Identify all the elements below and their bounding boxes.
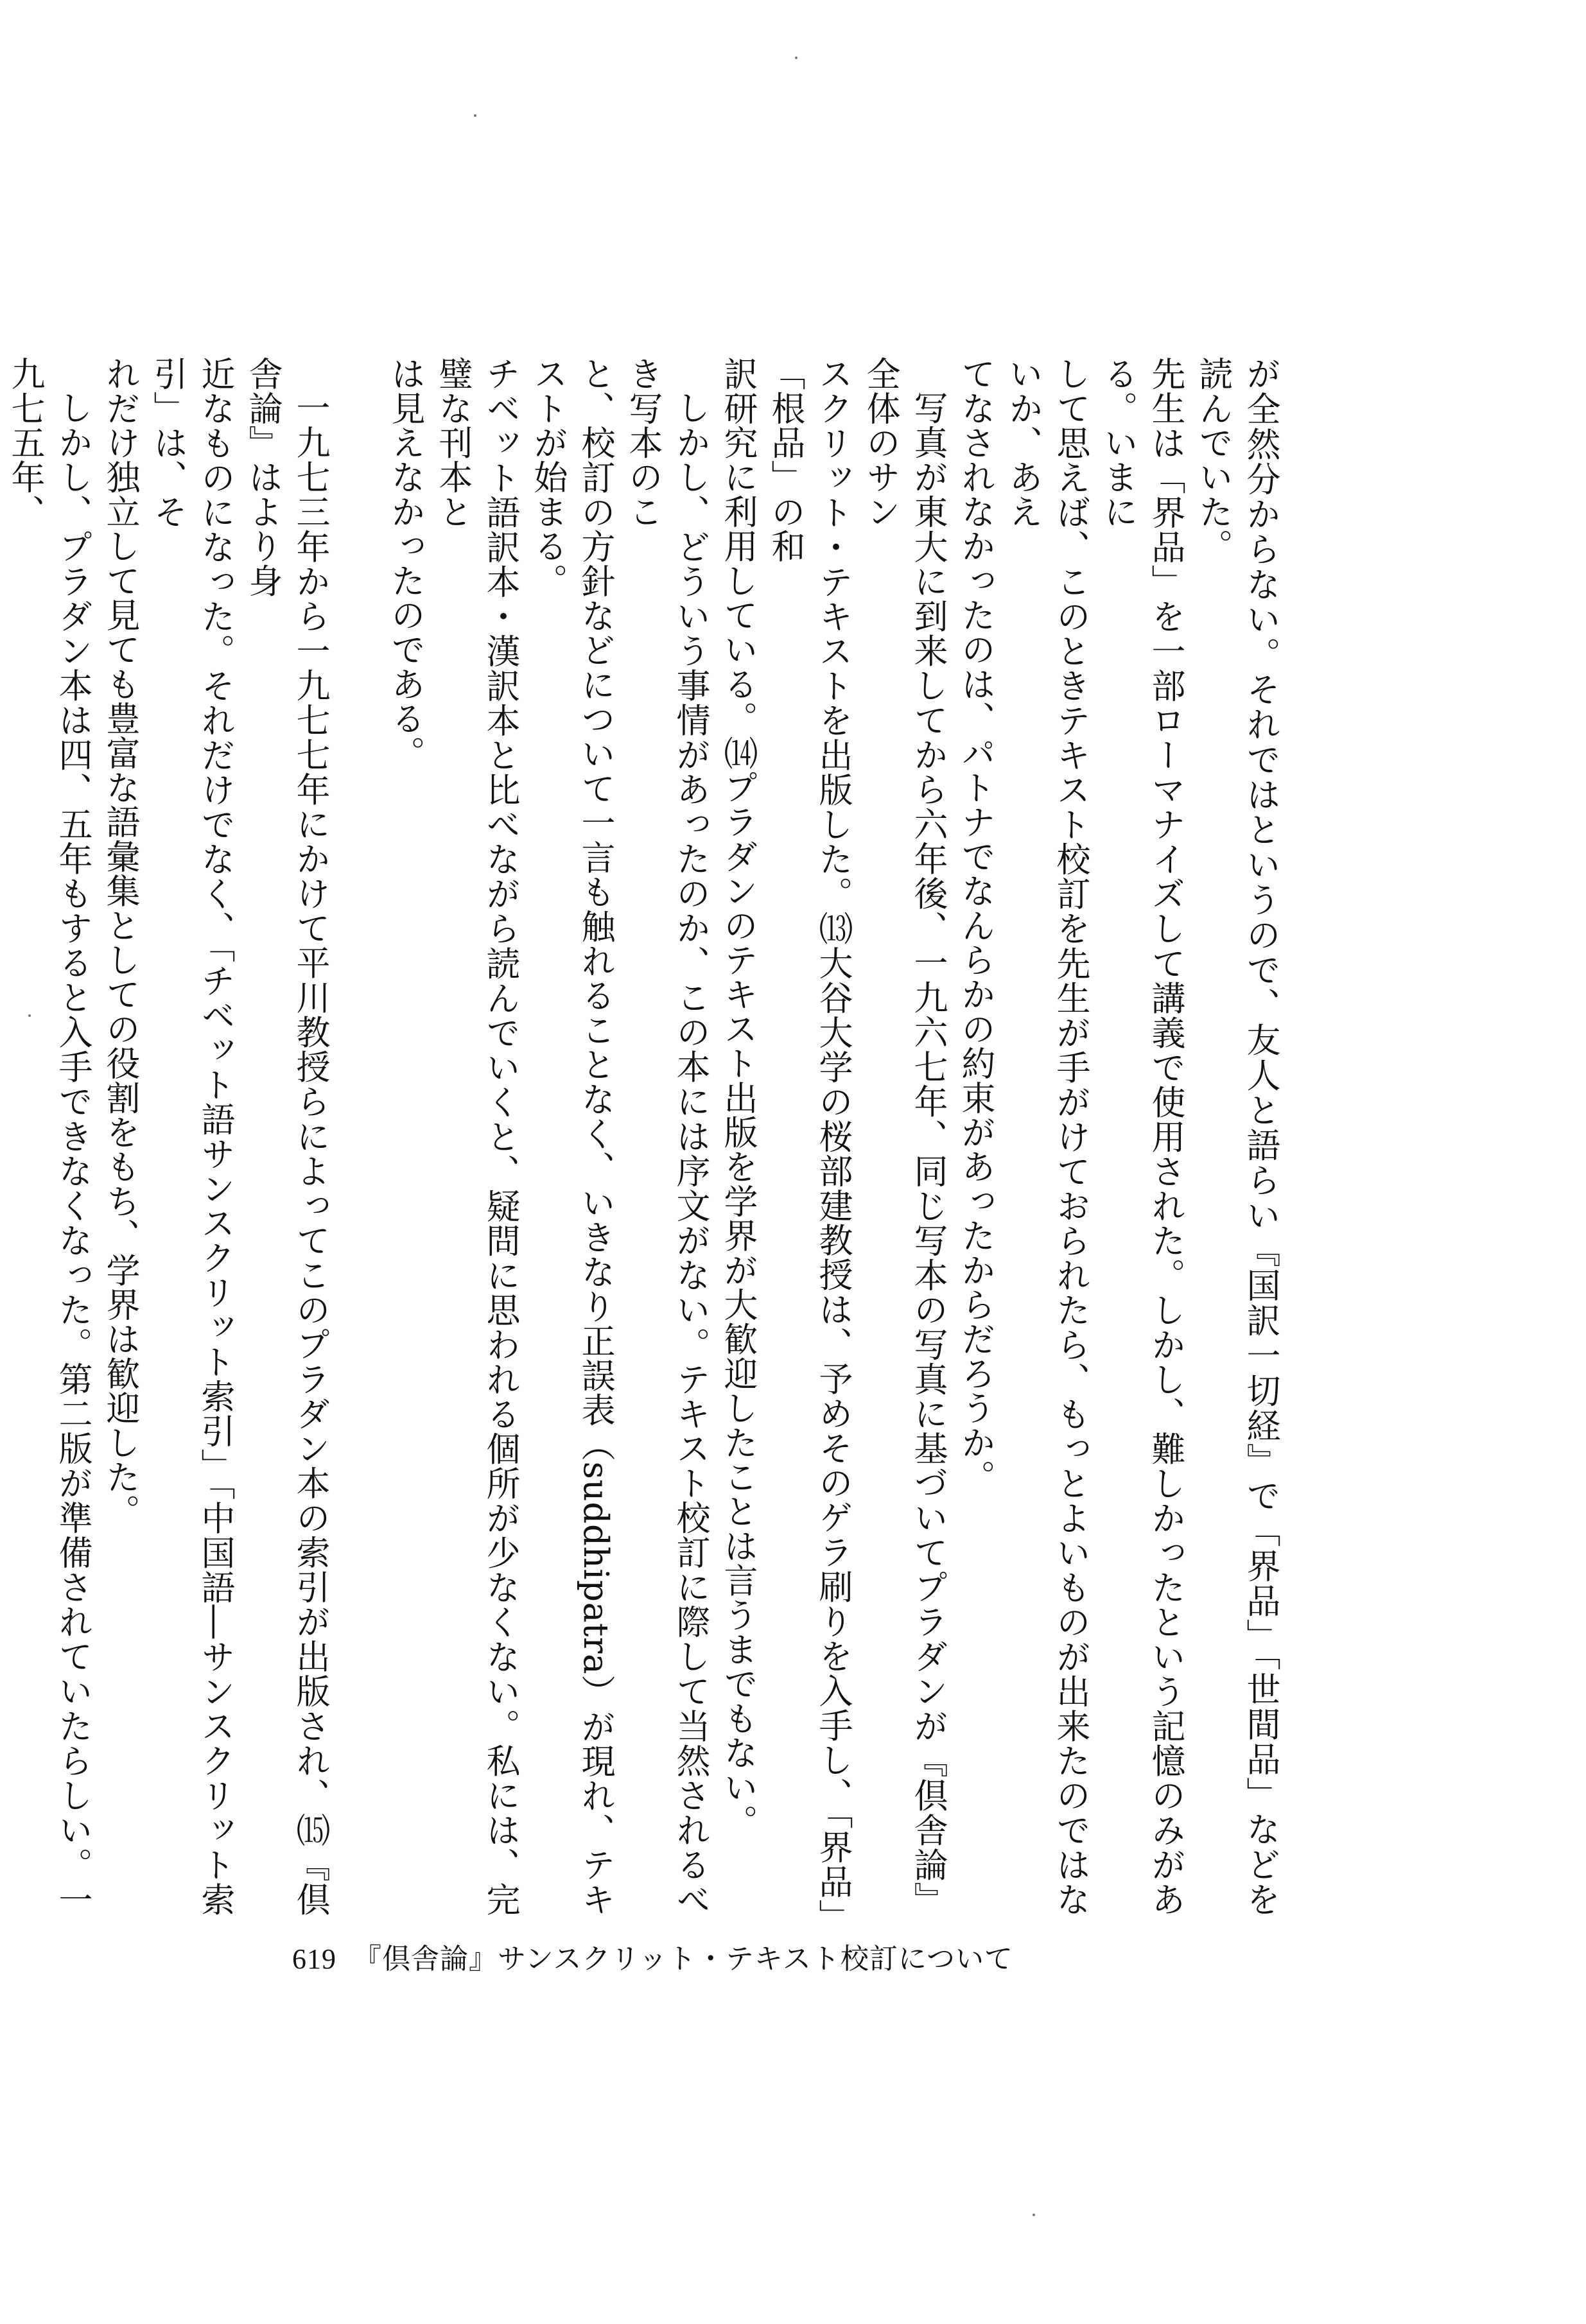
text-line: 写真が東大に到来してから六年後、一九六七年、同じ写本の写真に基づいてプラダンが『倶舎論』全体のサン — [861, 356, 948, 1916]
scan-speck — [474, 114, 476, 117]
text-line: が全然分からない。それではというので、友人と語らい『国訳一切経』で「界品」「世間品」などを読んでいた。 — [1194, 356, 1280, 1916]
text-line: と、校訂の方針などについて一言も触れることなく、いきなり正誤表（suddhipatra）が現れ、テキストが始まる。 — [528, 356, 615, 1916]
scan-speck — [795, 56, 797, 59]
text-line: しかし、プラダン本は四、五年もすると入手できなくなった。第二版が準備されていたらしい。一九七五年、 — [6, 356, 92, 1916]
text-line: スクリット・テキストを出版した。⒀大谷大学の桜部建教授は、予めそのゲラ刷りを入手し、「界品」「根品」の和 — [766, 356, 853, 1916]
text-line: れだけ独立して見ても豊富な語彙集としての役割をもち、学界は歓迎した。 — [101, 356, 140, 1529]
running-title: 『倶舎論』サンスクリット・テキスト校訂について — [353, 1943, 1013, 1975]
text-line: して思えば、このときテキスト校訂を先生が手がけておられたら、もっとよいものが出来たのではないか、あえ — [1004, 356, 1090, 1916]
text-line: は見えなかったのである。 — [386, 356, 425, 770]
text-line: 先生は「界品」を一部ローマナイズして講義で使用された。しかし、難しかったという記憶のみがある。いまに — [1099, 356, 1185, 1916]
scan-speck — [1033, 2214, 1035, 2216]
text-line: チベット語訳本・漢訳本と比べながら読んでいくと、疑問に思われる個所が少なくない。私には、完璧な刊本と — [433, 356, 520, 1916]
text-line: しかし、どういう事情があったのか、この本には序文がない。テキスト校訂に際して当然されるべき写本のこ — [623, 356, 710, 1916]
text-line: 一九七三年から一九七七年にかけて平川教授らによってこのプラダン本の索引が出版され、⒂『倶舎論』はより身 — [243, 356, 330, 1916]
scan-speck — [28, 1014, 31, 1017]
page-number: 619 — [292, 1943, 336, 1975]
text-line — [0, 356, 1, 1916]
section-gap — [334, 356, 381, 1916]
text-line: 訳研究に利用している。⒁プラダンのテキスト出版を学界が大歓迎したことは言うまでもない。 — [719, 356, 758, 1839]
vertical-body-text — [0, 356, 1284, 1916]
text-line: 近なものになった。それだけでなく、「チベット語サンスクリット索引」「中国語―サンスクリット索引」は、そ — [148, 356, 235, 1916]
page-footer — [292, 1936, 1013, 1977]
text-line: てなされなかったのは、パトナでなんらかの約束があったからだろうか。 — [956, 356, 995, 1495]
